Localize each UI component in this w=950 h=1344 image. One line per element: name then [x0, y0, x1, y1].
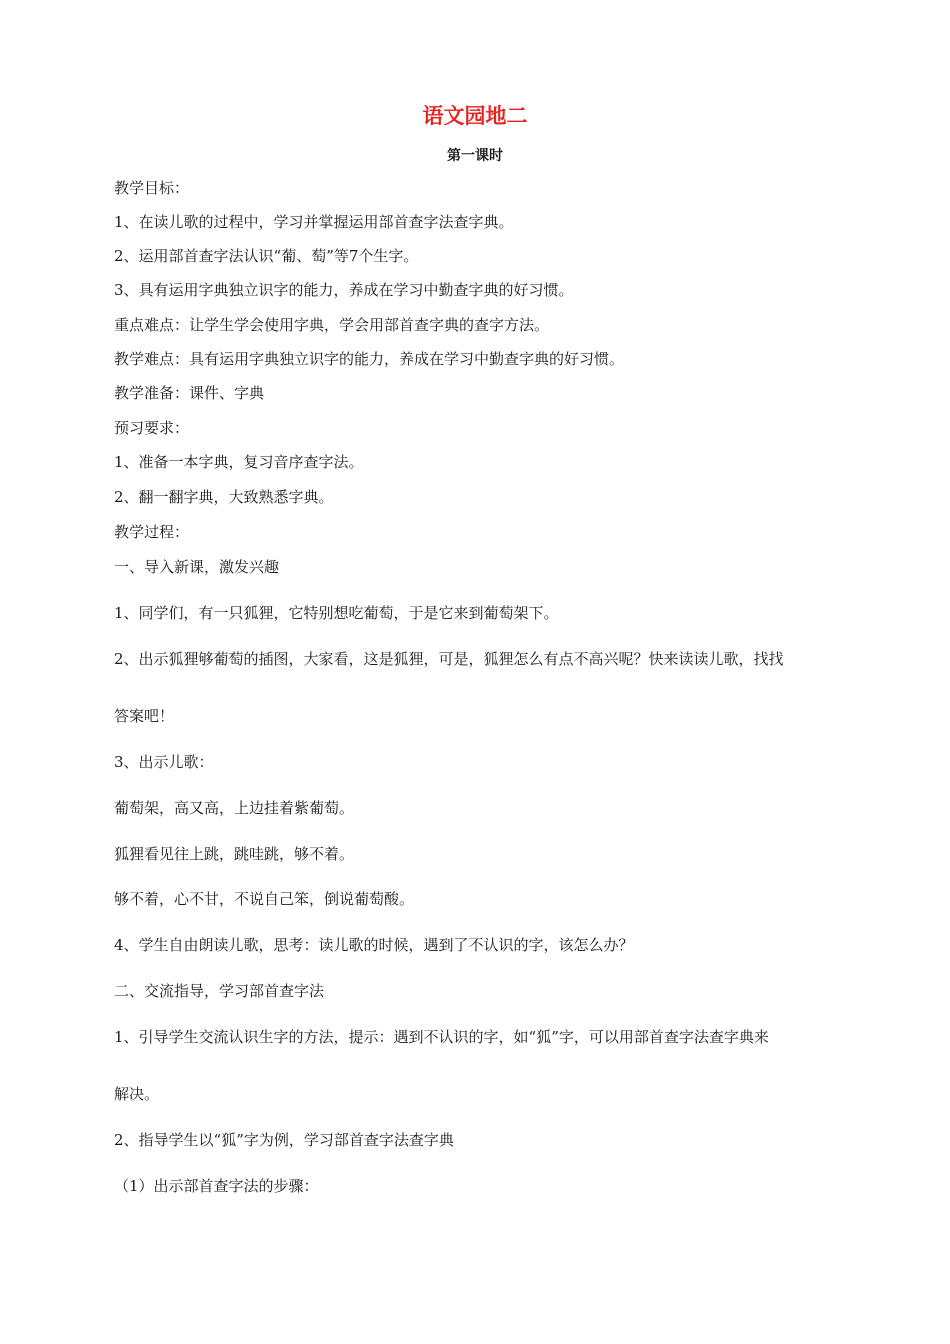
paragraph-line: 一、导入新课，激发兴趣 — [114, 558, 280, 576]
paragraph-line: 够不着，心不甘，不说自己笨，倒说葡萄酸。 — [114, 890, 415, 908]
paragraph-line: 1、引导学生交流认识生字的方法，提示：遇到不认识的字，如“狐”字，可以用部首查字法查字典来 — [114, 1028, 769, 1046]
paragraph-line: 葡萄架，高又高，上边挂着紫葡萄。 — [114, 799, 355, 817]
paragraph-line: 解决。 — [114, 1085, 160, 1103]
paragraph-line: 2、翻一翻字典，大致熟悉字典。 — [114, 488, 334, 506]
paragraph-line: （1）出示部首查字法的步骤： — [114, 1177, 319, 1195]
paragraph-line: 1、同学们，有一只狐狸，它特别想吃葡萄，于是它来到葡萄架下。 — [114, 604, 559, 622]
paragraph-line: 重点难点：让学生学会使用字典，学会用部首查字典的查字方法。 — [114, 316, 550, 334]
paragraph-line: 2、出示狐狸够葡萄的插图，大家看，这是狐狸，可是，狐狸怎么有点不高兴呢？快来读读儿歌，找找 — [114, 650, 784, 668]
paragraph-line: 2、指导学生以“狐”字为例，学习部首查字法查字典 — [114, 1131, 454, 1149]
document-subtitle: 第一课时 — [447, 148, 503, 164]
paragraph-line: 教学难点：具有运用字典独立识字的能力，养成在学习中勤查字典的好习惯。 — [114, 350, 625, 368]
paragraph-line: 4、学生自由朗读儿歌，思考：读儿歌的时候，遇到了不认识的字，该怎么办？ — [114, 936, 634, 954]
paragraph-line: 1、准备一本字典，复习音序查字法。 — [114, 453, 364, 471]
paragraph-line: 狐狸看见往上跳，跳哇跳，够不着。 — [114, 845, 355, 863]
paragraph-line: 教学准备：课件、字典 — [114, 384, 265, 402]
paragraph-line: 3、具有运用字典独立识字的能力，养成在学习中勤查字典的好习惯。 — [114, 281, 574, 299]
paragraph-line: 教学过程： — [114, 523, 190, 541]
document-title: 语文园地二 — [422, 104, 528, 128]
paragraph-line: 1、在读儿歌的过程中，学习并掌握运用部首查字法查字典。 — [114, 213, 514, 231]
paragraph-line: 教学目标： — [114, 179, 190, 197]
paragraph-line: 2、运用部首查字法认识“葡、萄”等7个生字。 — [114, 247, 419, 265]
paragraph-line: 二、交流指导，学习部首查字法 — [114, 982, 325, 1000]
paragraph-line: 答案吧！ — [114, 707, 175, 725]
paragraph-line: 预习要求： — [114, 419, 190, 437]
paragraph-line: 3、出示儿歌： — [114, 753, 214, 771]
